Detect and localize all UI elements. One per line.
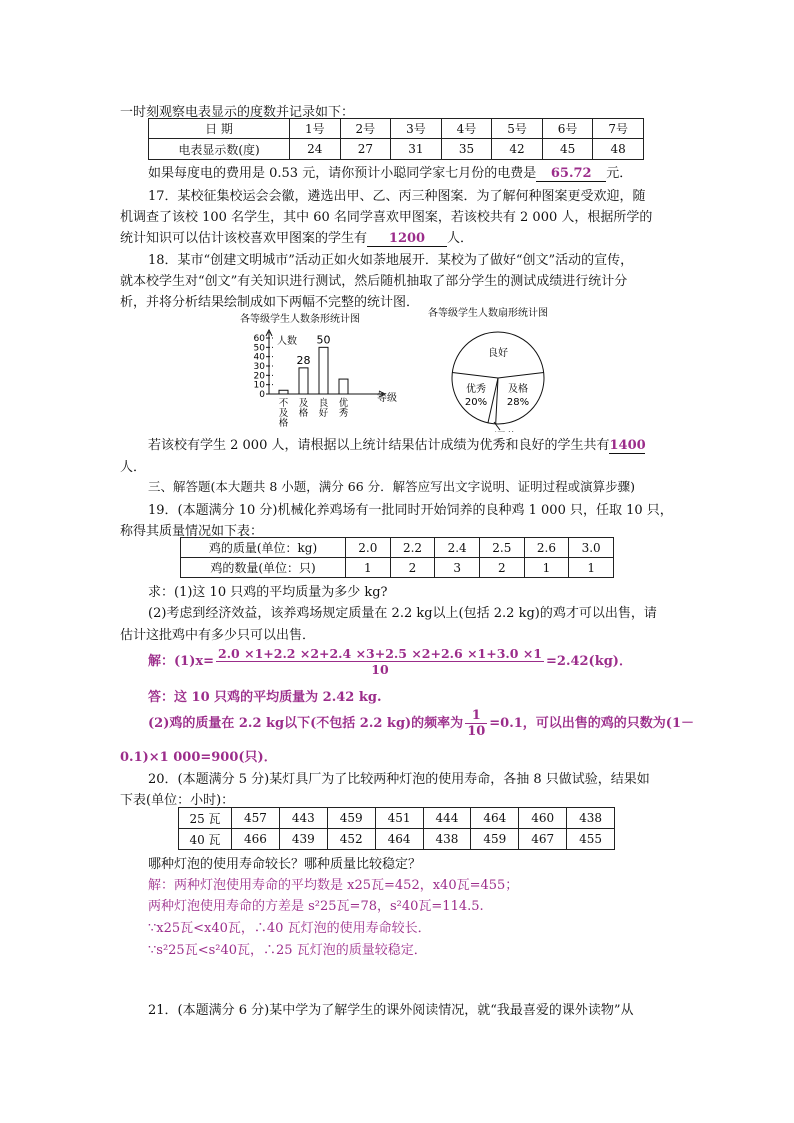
x-tick-label: 不: [278, 398, 289, 409]
table-cell: 27: [340, 139, 391, 160]
y-tick-label: 20: [253, 371, 265, 382]
q19-line2: 称得其质量情况如下表：: [120, 524, 264, 539]
pie-label-fail: [487, 430, 517, 432]
q19-ask1: 求：(1)这 10 只鸡的平均质量为多少 kg?: [148, 585, 388, 600]
table-cell: 6号: [542, 119, 593, 139]
table-cell: 7号: [593, 119, 644, 139]
table-cell: 2: [479, 558, 524, 578]
table-cell: 3: [435, 558, 480, 578]
table-cell: 2.0: [346, 538, 391, 558]
section3-heading: 三、解答题(本大题共 8 小题，满分 66 分．解答应写出文字说明、证明过程或演算步骤): [148, 479, 636, 494]
x-tick-label: 及: [278, 408, 289, 419]
table-cell: 31: [391, 139, 442, 160]
table-cell: 2.5: [479, 538, 524, 558]
table-cell: 2.4: [435, 538, 480, 558]
solution-text: (2)鸡的质量在 2.2 kg以下(不包括 2.2 kg)的频率为: [148, 716, 464, 731]
bar: [299, 368, 308, 394]
table-cell: 460: [519, 808, 567, 829]
table-cell: 439: [279, 829, 327, 850]
q17-line3: [120, 227, 473, 247]
q16-line: [148, 162, 632, 182]
fraction-numerator: 1: [465, 708, 487, 724]
fraction: [216, 646, 544, 677]
table-cell: 45: [542, 139, 593, 160]
q16-unit: 元．: [606, 166, 633, 181]
y-tick-label: 30: [253, 362, 265, 372]
q18-answer: 1400: [609, 438, 646, 453]
q17-line2: 机调查了该校 100 名学生，其中 60 名同学喜欢甲图案，若该校共有 2 000 人，根据所学的: [120, 210, 653, 225]
table-cell: 35: [441, 139, 492, 160]
bar: [279, 390, 288, 394]
table-cell: 459: [327, 808, 375, 829]
table-cell: 48: [593, 139, 644, 160]
q20-line2: 下表(单位：小时)：: [120, 793, 235, 808]
pie-label-excellent: 优秀: [466, 384, 486, 395]
table-cell: 457: [232, 808, 280, 829]
bulb-table: [178, 807, 615, 850]
table-cell: 2: [390, 558, 435, 578]
bar-chart-xlabel: 等级: [377, 393, 397, 404]
bar-value-label: 28: [296, 353, 311, 367]
q20-solution-line4: ∵s²25瓦<s²40瓦，∴25 瓦灯泡的质量较稳定．: [148, 943, 427, 958]
q18-line2: 就本校学生对“创文”有关知识进行测试，然后随机抽取了部分学生的测试成绩进行统计分: [120, 274, 628, 289]
x-tick-label: 优: [338, 398, 349, 409]
x-tick-label: 格: [298, 408, 309, 419]
table-cell: 466: [232, 829, 280, 850]
pie-chart: [420, 302, 600, 432]
y-tick-label: 10: [253, 380, 265, 391]
solution-text: 解：(1)x=: [148, 654, 214, 669]
q18-line3: 析，并将分析结果绘制成如下两幅不完整的统计图．: [120, 295, 420, 310]
q17-answer: 1200: [367, 231, 447, 247]
table-cell: 鸡的质量(单位：kg): [181, 538, 346, 558]
q19-ask2b: 估计这批鸡中有多少只可以出售．: [120, 628, 316, 643]
table-cell: 1: [524, 558, 569, 578]
table-cell: 42: [492, 139, 543, 160]
y-tick-label: 50: [253, 343, 265, 354]
table-cell: 40 瓦: [179, 829, 232, 850]
bar-value-label: 50: [316, 333, 331, 347]
fraction-denominator: 10: [371, 662, 389, 677]
pie-value-pass: 28%: [506, 397, 530, 408]
pie-label-pass: 及格: [508, 384, 528, 395]
bar: [319, 347, 328, 394]
q20-solution-line1: 解：两种灯泡使用寿命的平均数是 x25瓦=452，x40瓦=455；: [148, 878, 519, 893]
bar-chart-title: 各等级学生人数条形统计图: [240, 314, 360, 325]
bar: [339, 379, 348, 394]
table-cell: 438: [423, 829, 471, 850]
q17-text: 统计知识可以估计该校喜欢甲图案的学生有: [120, 231, 368, 246]
q16-answer: 65.72: [536, 166, 606, 182]
table-cell: 464: [375, 829, 423, 850]
q18-answer-line: [148, 434, 645, 454]
fraction-numerator: 2.0 ×1+2.2 ×2+2.4 ×3+2.5 ×2+2.6 ×1+3.0 ×1: [218, 646, 542, 661]
table-cell: 2.6: [524, 538, 569, 558]
table-cell: 3号: [391, 119, 442, 139]
table-cell: 日 期: [149, 119, 290, 139]
q21-line1: 21．(本题满分 6 分)某中学为了解学生的课外阅读情况，就“我最喜爱的课外读物”从: [148, 1003, 634, 1018]
table-cell: 鸡的数量(单位：只): [181, 558, 346, 578]
table-cell: 455: [567, 829, 615, 850]
bar-chart-ylabel: 人数: [277, 336, 297, 347]
q17-line1: 17．某校征集校运会会徽，遴选出甲、乙、丙三种图案．为了解何种图案更受欢迎，随: [148, 189, 646, 204]
table-cell: 电表显示数(度): [149, 139, 290, 160]
q20-line1: 20．(本题满分 5 分)某灯具厂为了比较两种灯泡的使用寿命，各抽 8 只做试验，结果如: [148, 772, 650, 787]
table-cell: 467: [519, 829, 567, 850]
table-cell: 2.2: [390, 538, 435, 558]
table-cell: 1: [569, 558, 614, 578]
q17-unit: 人．: [447, 231, 474, 246]
table-cell: 464: [471, 808, 519, 829]
solution-text: =0.1，可以出售的鸡的只数为(1－: [489, 716, 694, 731]
pie-label-good: 良好: [488, 348, 508, 359]
solution-result: =2.42(kg)．: [546, 654, 632, 669]
fraction: [465, 708, 487, 739]
table-cell: 444: [423, 808, 471, 829]
table-cell: 3.0: [569, 538, 614, 558]
q18-line1: 18．某市“创建文明城市”活动正如火如荼地展开．某校为了做好“创文”活动的宣传，: [148, 253, 634, 268]
table-cell: 452: [327, 829, 375, 850]
q19-solution2: [148, 708, 694, 739]
y-tick-label: 0: [259, 390, 265, 400]
intro-text: 一时刻观察电表显示的度数并记录如下：: [120, 105, 355, 120]
table-cell: 4号: [441, 119, 492, 139]
q18-text: 若该校有学生 2 000 人，请根据以上统计结果估计成绩为优秀和良好的学生共有: [148, 438, 610, 453]
x-tick-label: 及: [298, 398, 309, 409]
q19-solution1: [148, 646, 632, 677]
x-tick-label: 格: [278, 418, 289, 429]
meter-table: [148, 118, 644, 160]
q20-solution-line2: 两种灯泡使用寿命的方差是 s²25瓦=78，s²40瓦=114.5.: [148, 899, 484, 914]
table-cell: 443: [279, 808, 327, 829]
table-cell: 459: [471, 829, 519, 850]
table-cell: 438: [567, 808, 615, 829]
table-cell: 25 瓦: [179, 808, 232, 829]
x-tick-label: 良: [318, 398, 329, 409]
q19-answer1: 答：这 10 只鸡的平均质量为 2.42 kg.: [148, 690, 382, 705]
fraction-denominator: 10: [467, 724, 486, 739]
table-cell: 2号: [340, 119, 391, 139]
bar-chart: [235, 308, 435, 432]
q20-ask: 哪种灯泡的使用寿命较长？哪种质量比较稳定？: [148, 857, 422, 872]
table-cell: 1: [346, 558, 391, 578]
y-tick-label: 40: [253, 352, 265, 363]
q16-text: 如果每度电的费用是 0.53 元，请你预计小聪同学家七月份的电费是: [148, 166, 537, 181]
q20-solution-line3: ∵x25瓦<x40瓦，∴40 瓦灯泡的使用寿命较长．: [148, 921, 431, 936]
y-tick-label: 60: [253, 334, 265, 344]
q19-ask2a: (2)考虑到经济效益，该养鸡场规定质量在 2.2 kg以上(包括 2.2 kg)的鸡才可以出售，请: [148, 606, 657, 621]
x-tick-label: 秀: [338, 408, 349, 419]
q18-unit: 人．: [120, 460, 147, 475]
table-cell: 24: [290, 139, 341, 160]
pie-chart-title: 各等级学生人数扇形统计图: [428, 308, 548, 319]
table-cell: 451: [375, 808, 423, 829]
q19-solution2-line2: 0.1)×1 000=900(只)．: [120, 750, 277, 765]
q19-line1: 19．(本题满分 10 分)机械化养鸡场有一批同时开始饲养的良种鸡 1 000 只，任取 10 只，: [148, 503, 673, 518]
chicken-table: [180, 537, 614, 578]
pie-value-excellent: 20%: [464, 397, 488, 408]
table-cell: 1号: [290, 119, 341, 139]
table-cell: 5号: [492, 119, 543, 139]
x-tick-label: 好: [318, 408, 329, 419]
